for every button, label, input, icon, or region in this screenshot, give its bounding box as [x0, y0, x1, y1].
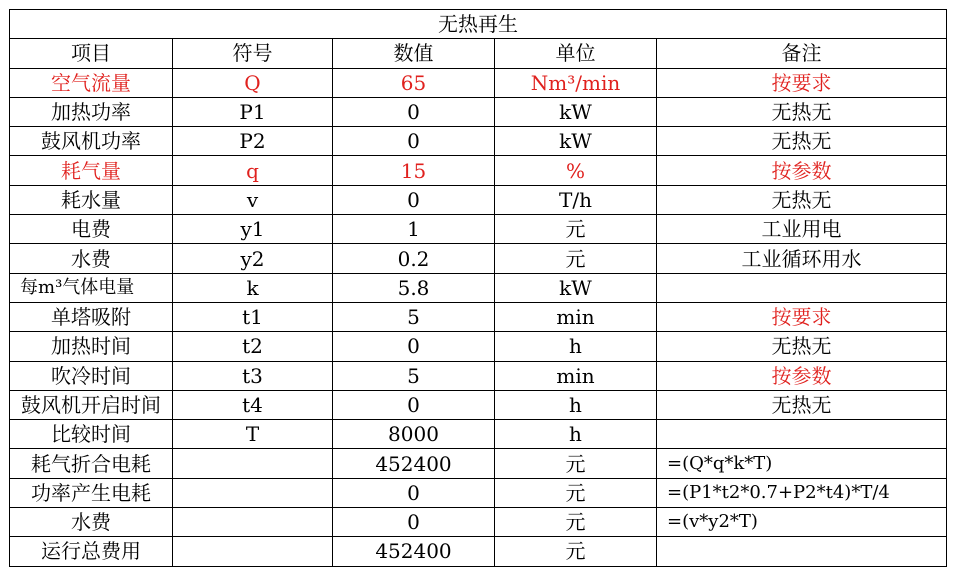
cell-unit[interactable]: 元	[495, 244, 657, 273]
cell-note[interactable]	[657, 420, 947, 449]
cell-note[interactable]	[657, 273, 947, 302]
cell-symbol[interactable]: t2	[173, 332, 333, 361]
cell-symbol[interactable]: k	[173, 273, 333, 302]
cell-unit[interactable]: h	[495, 332, 657, 361]
cell-value[interactable]: 0	[333, 508, 495, 537]
cell-value[interactable]: 0	[333, 390, 495, 419]
cell-unit[interactable]: 元	[495, 215, 657, 244]
header-symbol[interactable]: 符号	[173, 39, 333, 68]
cell-value[interactable]: 65	[333, 68, 495, 97]
table-row	[10, 537, 947, 566]
table-row	[10, 332, 947, 361]
cell-value[interactable]: 8000	[333, 420, 495, 449]
table-row	[10, 68, 947, 97]
cell-value[interactable]: 15	[333, 156, 495, 185]
cell-value[interactable]: 1	[333, 215, 495, 244]
cell-symbol[interactable]: y1	[173, 215, 333, 244]
cell-item[interactable]: 电费	[10, 215, 173, 244]
cell-value[interactable]: 5.8	[333, 273, 495, 302]
header-value[interactable]: 数值	[333, 39, 495, 68]
cell-symbol[interactable]: P1	[173, 97, 333, 126]
cell-item[interactable]: 鼓风机开启时间	[10, 390, 173, 419]
cell-symbol[interactable]: t1	[173, 302, 333, 331]
table-row	[10, 478, 947, 507]
cell-symbol[interactable]	[173, 508, 333, 537]
cell-unit[interactable]: 元	[495, 478, 657, 507]
cell-symbol[interactable]	[173, 449, 333, 478]
cell-note[interactable]: 无热无	[657, 390, 947, 419]
header-unit[interactable]: 单位	[495, 39, 657, 68]
cell-unit[interactable]: kW	[495, 273, 657, 302]
cell-unit[interactable]: 元	[495, 537, 657, 566]
table-row	[10, 508, 947, 537]
cell-unit[interactable]: %	[495, 156, 657, 185]
cell-note[interactable]: =(v*y2*T)	[657, 508, 947, 537]
cell-item[interactable]: 加热时间	[10, 332, 173, 361]
cell-symbol[interactable]	[173, 478, 333, 507]
table-row	[10, 420, 947, 449]
cell-note[interactable]: 无热无	[657, 185, 947, 214]
header-row	[10, 39, 947, 68]
cell-note[interactable]: 按参数	[657, 156, 947, 185]
cell-symbol[interactable]: t3	[173, 361, 333, 390]
cell-item[interactable]: 水费	[10, 244, 173, 273]
cell-unit[interactable]: h	[495, 420, 657, 449]
header-item[interactable]: 项目	[10, 39, 173, 68]
cell-note[interactable]: 按要求	[657, 302, 947, 331]
table-row	[10, 156, 947, 185]
cell-unit[interactable]: 元	[495, 449, 657, 478]
cell-item[interactable]: 吹冷时间	[10, 361, 173, 390]
header-note[interactable]: 备注	[657, 39, 947, 68]
table-row	[10, 390, 947, 419]
table-row	[10, 127, 947, 156]
spreadsheet-table	[9, 9, 947, 567]
cell-item[interactable]: 耗气折合电耗	[10, 449, 173, 478]
cell-item[interactable]: 比较时间	[10, 420, 173, 449]
cell-unit[interactable]: Nm³/min	[495, 68, 657, 97]
cell-unit[interactable]: kW	[495, 97, 657, 126]
cell-note[interactable]: =(Q*q*k*T)	[657, 449, 947, 478]
cell-item[interactable]: 单塔吸附	[10, 302, 173, 331]
cell-note[interactable]: 按参数	[657, 361, 947, 390]
cell-unit[interactable]: kW	[495, 127, 657, 156]
cell-item[interactable]: 空气流量	[10, 68, 173, 97]
cell-value[interactable]: 452400	[333, 449, 495, 478]
cell-value[interactable]: 452400	[333, 537, 495, 566]
cell-item[interactable]: 运行总费用	[10, 537, 173, 566]
cell-item[interactable]: 耗水量	[10, 185, 173, 214]
cell-value[interactable]: 0	[333, 127, 495, 156]
cell-value[interactable]: 0	[333, 332, 495, 361]
cell-symbol[interactable]: v	[173, 185, 333, 214]
cell-value[interactable]: 5	[333, 302, 495, 331]
cell-note[interactable]: 无热无	[657, 97, 947, 126]
cell-item[interactable]: 加热功率	[10, 97, 173, 126]
cell-item[interactable]: 功率产生电耗	[10, 478, 173, 507]
table-row	[10, 185, 947, 214]
cell-item[interactable]: 每m³气体电量	[10, 273, 173, 302]
title-row	[10, 10, 947, 39]
table-row	[10, 449, 947, 478]
cell-symbol[interactable]: P2	[173, 127, 333, 156]
table-row	[10, 302, 947, 331]
cell-symbol[interactable]: T	[173, 420, 333, 449]
cell-unit[interactable]: min	[495, 361, 657, 390]
cell-unit[interactable]: h	[495, 390, 657, 419]
cell-item[interactable]: 耗气量	[10, 156, 173, 185]
table-row	[10, 244, 947, 273]
cell-note[interactable]: 工业用电	[657, 215, 947, 244]
cell-symbol[interactable]: t4	[173, 390, 333, 419]
cell-symbol[interactable]: Q	[173, 68, 333, 97]
cell-note[interactable]: 工业循环用水	[657, 244, 947, 273]
cell-symbol[interactable]: y2	[173, 244, 333, 273]
cell-item[interactable]: 鼓风机功率	[10, 127, 173, 156]
table-row	[10, 215, 947, 244]
cell-note[interactable]: =(P1*t2*0.7+P2*t4)*T/4	[657, 478, 947, 507]
cell-value[interactable]: 0	[333, 478, 495, 507]
table-row	[10, 361, 947, 390]
sheet-title[interactable]: 无热再生	[10, 10, 947, 39]
cell-note[interactable]: 按要求	[657, 68, 947, 97]
table-row	[10, 97, 947, 126]
cell-note[interactable]	[657, 537, 947, 566]
cell-unit[interactable]: 元	[495, 508, 657, 537]
cell-symbol[interactable]: q	[173, 156, 333, 185]
cell-value[interactable]: 0	[333, 97, 495, 126]
cell-note[interactable]: 无热无	[657, 332, 947, 361]
cell-item[interactable]: 水费	[10, 508, 173, 537]
cell-value[interactable]: 0	[333, 185, 495, 214]
cell-value[interactable]: 0.2	[333, 244, 495, 273]
cell-note[interactable]: 无热无	[657, 127, 947, 156]
cell-unit[interactable]: min	[495, 302, 657, 331]
cell-value[interactable]: 5	[333, 361, 495, 390]
table-row	[10, 273, 947, 302]
cell-unit[interactable]: T/h	[495, 185, 657, 214]
cell-symbol[interactable]	[173, 537, 333, 566]
